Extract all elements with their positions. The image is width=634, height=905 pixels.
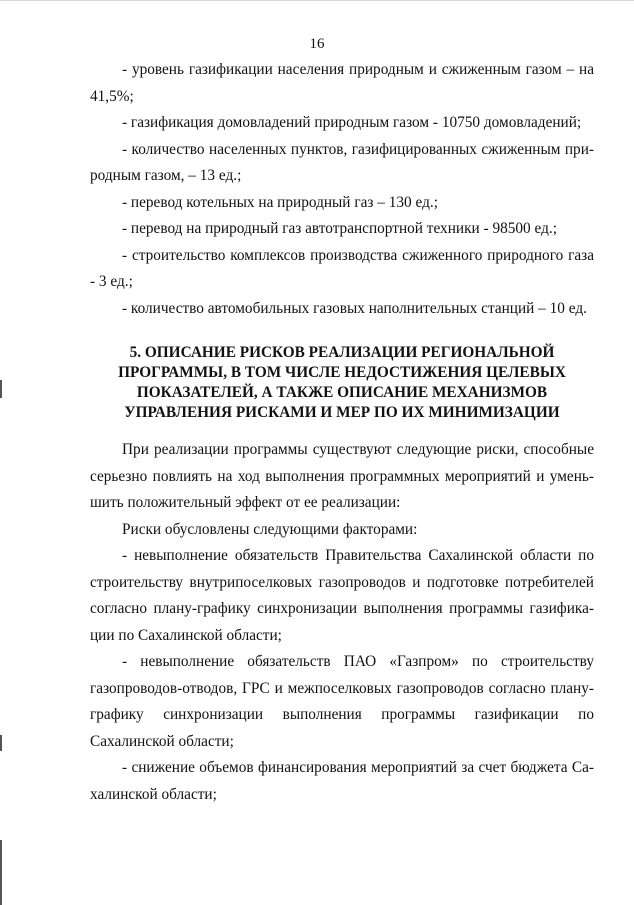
indicator-item: - количество автомобильных газовых наполнительных станций – 10 ед.: [122, 299, 587, 317]
scan-edge-mark: [0, 735, 2, 751]
scan-edge-line: [0, 0, 634, 1]
indicators-list: [90, 57, 594, 322]
indicator-item: - перевод котельных на природный газ – 130 ед.;: [122, 193, 438, 211]
risk-factor-item: - снижение объемов финансирования мероприятий за счет бюджета Сахалинской области;: [90, 759, 594, 803]
intro-paragraph: При реализации программы существуют следующие риски, способные серьезно повлиять на ход выполнения программных мероприятий и уменьшить положительный эффект от ее реализации:: [90, 441, 594, 511]
risk-factor-item: - невыполнение обязательств ПАО «Газпром» по строительству газопроводов-отводов, ГРС и межпоселковых газопроводов согласно плану-графику синхронизации выполнения программы газификации по Сахалинской области;: [90, 653, 594, 750]
risk-factor-item: - невыполнение обязательств Правительства Сахалинской области по строительству внутрипоселковых газопроводов и подготовке потребителей согласно плану-графику синхронизации выполнения программы газификации по Сахалинской области;: [90, 547, 594, 644]
indicator-item: - строительство комплексов производства сжиженного природного газа - 3 ед.;: [90, 246, 594, 290]
scan-edge-mark: [0, 380, 2, 398]
indicator-item: - количество населенных пунктов, газифицированных сжиженным природным газом, – 13 ед.;: [90, 140, 594, 184]
factors-lead: Риски обусловлены следующими факторами:: [122, 520, 418, 538]
scan-edge-mark: [0, 840, 2, 905]
indicator-item: - перевод на природный газ автотранспортной техники - 98500 ед.;: [122, 220, 557, 237]
indicator-item: - газификация домовладений природным газом - 10750 домовладений;: [122, 114, 582, 131]
section-heading: 5. ОПИСАНИЕ РИСКОВ РЕАЛИЗАЦИИ РЕГИОНАЛЬНОЙ ПРОГРАММЫ, В ТОМ ЧИСЛЕ НЕДОСТИЖЕНИЯ ЦЕЛЕВЫХ ПОКАЗАТЕЛЕЙ, А ТАКЖЕ ОПИСАНИЕ МЕХАНИЗМОВ УПРАВЛЕНИЯ РИСКАМИ И МЕР ПО ИХ МИНИМИЗАЦИИ: [118, 344, 566, 421]
risks-section-body: [90, 437, 594, 808]
indicator-item: - уровень газификации населения природным и сжиженным газом – на 41,5%;: [90, 61, 594, 105]
page-number: 16: [309, 36, 325, 52]
